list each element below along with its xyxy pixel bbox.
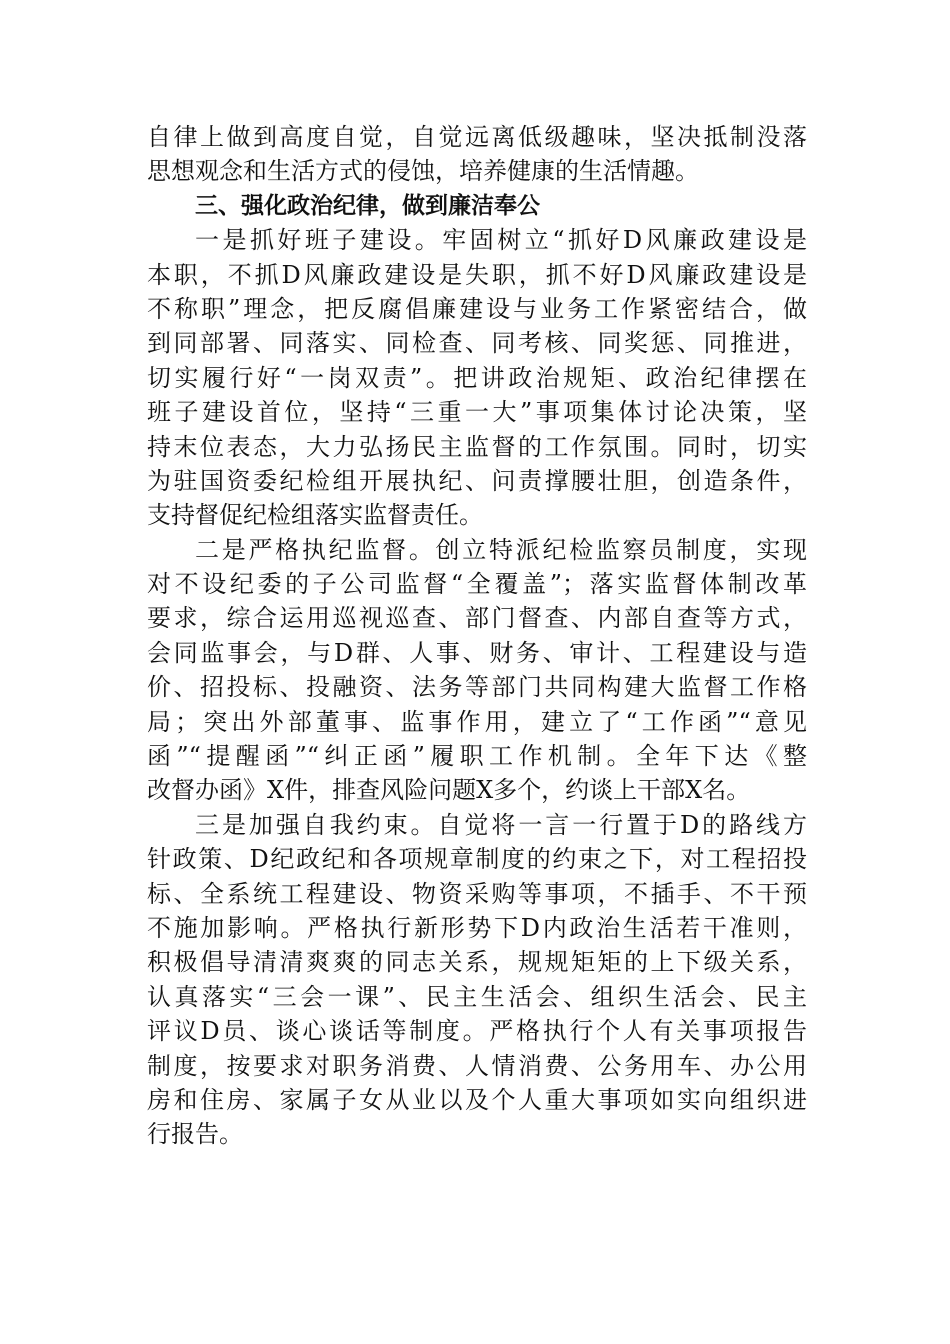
paragraph-team-building [147,223,807,533]
text-line: 认真落实“三会一课”、民主生活会、组织生活会、民主 [147,982,807,1011]
text-line: 行报告。 [147,1120,243,1149]
text-line: 改督办函》X件，排查风险问题X多个，约谈上干部X名。 [147,776,751,805]
text-line: 支持督促纪检组落实监督责任。 [147,501,483,530]
text-line: 函”“提醒函”“纠正函”履职工作机制。全年下达《整 [147,742,807,771]
section-heading: 三、强化政治纪律，做到廉洁奉公 [195,192,540,219]
text-line: 对不设纪委的子公司监督“全覆盖”；落实监督体制改革 [147,570,807,599]
text-line: 思想观念和生活方式的侵蚀，培养健康的生活情趣。 [147,157,699,186]
text-line: 标、全系统工程建设、物资采购等事项，不插手、不干预 [147,879,807,908]
text-line: 制度，按要求对职务消费、人情消费、公务用车、办公用 [147,1051,807,1080]
text-line: 班子建设首位，坚持“三重一大”事项集体讨论决策，坚 [147,398,807,427]
intro-paragraph [147,120,807,189]
text-line: 切实履行好“一岗双责”。把讲政治规矩、政治纪律摆在 [147,363,807,392]
text-line: 评议D员、谈心谈话等制度。严格执行个人有关事项报告 [147,1017,807,1046]
text-line: 自律上做到高度自觉，自觉远离低级趣味，坚决抵制没落 [147,123,807,151]
text-line: 二是严格执纪监督。创立特派纪检监察员制度，实现 [195,535,807,564]
paragraph-self-discipline [147,808,807,1152]
text-line: 本职，不抓D风廉政建设是失职，抓不好D风廉政建设是 [147,260,807,289]
text-line: 价、招投标、投融资、法务等部门共同构建大监督工作格 [147,673,807,702]
text-line: 一是抓好班子建设。牢固树立“抓好D风廉政建设是 [195,226,807,255]
text-line: 要求，综合运用巡视巡查、部门督查、内部自查等方式， [147,604,807,633]
document-body [147,120,807,1152]
text-line: 持末位表态，大力弘扬民主监督的工作氛围。同时，切实 [147,432,807,461]
text-line: 三是加强自我约束。自觉将一言一行置于D的路线方 [195,810,807,839]
text-line: 为驻国资委纪检组开展执纪、问责撑腰壮胆，创造条件， [147,466,807,495]
paragraph-supervision [147,533,807,808]
text-line: 会同监事会，与D群、人事、财务、审计、工程建设与造 [147,638,807,667]
text-line: 局；突出外部董事、监事作用，建立了“工作函”“意见 [147,707,807,736]
text-line: 到同部署、同落实、同检查、同考核、同奖惩、同推进， [147,329,807,358]
text-line: 针政策、D纪政纪和各项规章制度的约束之下，对工程招投 [147,845,807,874]
text-line: 房和住房、家属子女从业以及个人重大事项如实向组织进 [147,1085,807,1114]
text-line: 不称职”理念，把反腐倡廉建设与业务工作紧密结合，做 [147,294,807,323]
text-line: 积极倡导清清爽爽的同志关系，规规矩矩的上下级关系， [147,948,807,977]
text-line: 不施加影响。严格执行新形势下D内政治生活若干准则， [147,913,807,942]
